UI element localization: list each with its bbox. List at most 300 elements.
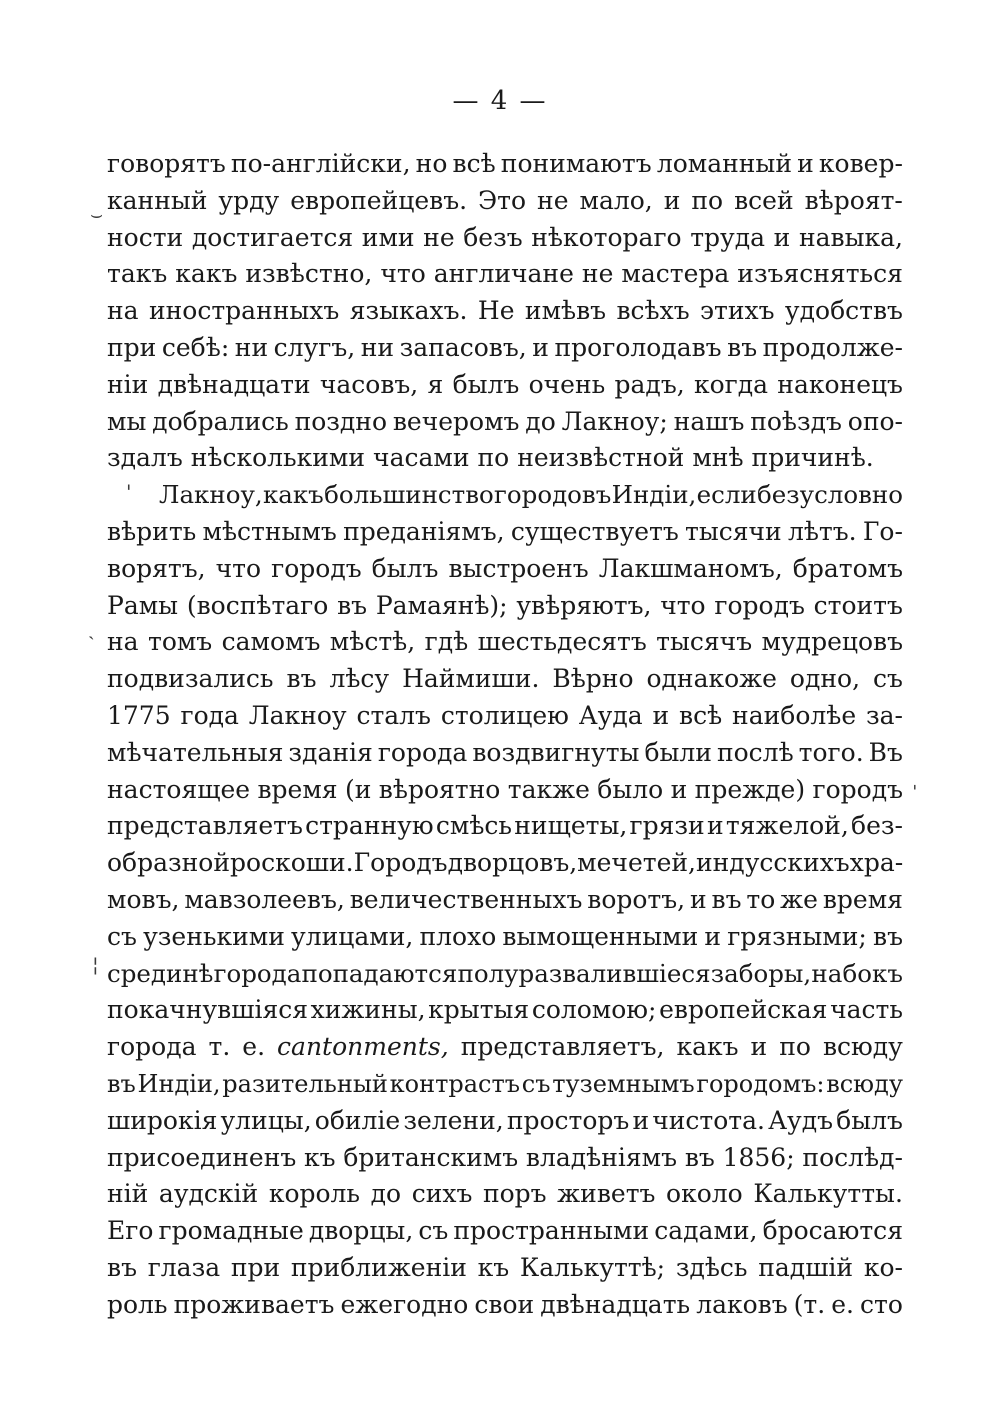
word: былъ bbox=[371, 553, 439, 583]
word: англичане bbox=[433, 259, 574, 289]
word: когда bbox=[693, 369, 769, 399]
word: достигается bbox=[191, 222, 354, 252]
word: нашъ bbox=[673, 406, 745, 436]
word: проживаетъ bbox=[173, 1289, 335, 1319]
word: всѣ bbox=[679, 700, 723, 730]
word: продолже- bbox=[762, 332, 903, 362]
word: съ bbox=[418, 1216, 449, 1246]
word: мало, bbox=[579, 185, 653, 215]
word: навыка, bbox=[798, 222, 903, 252]
word: и bbox=[706, 811, 724, 841]
word: мнѣ bbox=[692, 443, 744, 473]
word: ни bbox=[360, 332, 395, 362]
text-line bbox=[107, 698, 903, 735]
word: около bbox=[666, 1179, 743, 1209]
word: попадаются bbox=[301, 958, 458, 988]
margin-mark: ˎ bbox=[88, 616, 95, 640]
text-line bbox=[107, 1029, 903, 1066]
word: вечеромъ bbox=[392, 406, 520, 436]
text-line bbox=[107, 293, 903, 330]
word: контрастъ bbox=[389, 1069, 521, 1098]
word: и bbox=[532, 332, 549, 362]
word: тысячи bbox=[685, 516, 782, 546]
margin-mark: ˌ bbox=[912, 768, 918, 792]
word: самомъ bbox=[221, 627, 321, 657]
word: аудскій bbox=[158, 1179, 259, 1209]
word: бросаются bbox=[762, 1216, 903, 1246]
word: 1775 bbox=[107, 700, 171, 730]
word: при bbox=[107, 332, 157, 362]
margin-mark: ' bbox=[126, 480, 132, 504]
word: говорятъ bbox=[107, 149, 226, 178]
word: здалъ bbox=[107, 443, 183, 473]
word: часами bbox=[373, 443, 470, 473]
text-line bbox=[107, 1140, 903, 1177]
word: живетъ bbox=[557, 1179, 656, 1209]
word: по bbox=[477, 443, 510, 473]
word: лѣтъ. bbox=[787, 516, 857, 546]
word: индусскихъ bbox=[695, 848, 850, 878]
word: добрались bbox=[152, 406, 289, 436]
word: сто bbox=[860, 1289, 903, 1319]
word: неизвѣстной bbox=[517, 443, 685, 473]
text-line bbox=[107, 256, 903, 293]
text-line bbox=[107, 845, 903, 882]
word: въ bbox=[107, 1069, 136, 1098]
word: европейцевъ. bbox=[290, 185, 468, 215]
word: мѣстѣ, bbox=[329, 627, 416, 657]
word: Это bbox=[478, 185, 527, 215]
word: какъ bbox=[262, 480, 324, 510]
word: былъ bbox=[452, 369, 520, 399]
word: труда bbox=[690, 222, 766, 252]
word: европейская bbox=[659, 995, 828, 1025]
word: смѣсь bbox=[435, 811, 513, 841]
word: и bbox=[690, 884, 707, 914]
text-line bbox=[107, 1287, 903, 1324]
text-line bbox=[107, 661, 903, 698]
word: понимаютъ bbox=[500, 149, 652, 178]
word: т. bbox=[208, 1032, 231, 1062]
word: въ bbox=[337, 590, 368, 620]
word: городомъ: bbox=[696, 1069, 825, 1098]
word: и bbox=[652, 700, 670, 730]
word: и bbox=[750, 1032, 768, 1062]
word: по-англійски, bbox=[230, 149, 411, 178]
text-line bbox=[107, 1103, 903, 1140]
word: слугъ, bbox=[273, 332, 356, 362]
text-line bbox=[107, 624, 903, 661]
word: было bbox=[597, 774, 664, 804]
word: время bbox=[822, 884, 903, 914]
word: присоединенъ bbox=[107, 1142, 297, 1172]
word: удобствъ bbox=[784, 296, 903, 326]
word: Наймиши. bbox=[402, 664, 540, 694]
word: грязными; bbox=[727, 921, 867, 951]
text-line bbox=[107, 514, 903, 551]
word: братомъ bbox=[792, 553, 903, 583]
word: полуразвалившіеся bbox=[457, 958, 711, 988]
word: срединѣ bbox=[107, 958, 214, 988]
word: если bbox=[696, 480, 757, 510]
word: ности bbox=[107, 222, 184, 252]
word: двѣнадцати bbox=[157, 369, 311, 399]
word: Его bbox=[107, 1216, 154, 1246]
word: Индіи, bbox=[137, 1069, 221, 1098]
text-line bbox=[107, 919, 903, 956]
word: вѣрить bbox=[107, 516, 197, 546]
word: странную bbox=[305, 811, 434, 841]
word: въ bbox=[286, 664, 317, 694]
text-line bbox=[107, 551, 903, 588]
word: поръ bbox=[482, 1179, 547, 1209]
word: были bbox=[644, 737, 712, 767]
word: шестьдесятъ bbox=[477, 627, 647, 657]
word: Лакноу, bbox=[159, 480, 263, 510]
word: выстроенъ bbox=[448, 553, 589, 583]
word: ими bbox=[361, 222, 415, 252]
word: ко- bbox=[863, 1252, 903, 1282]
word: въ bbox=[684, 1142, 715, 1172]
word: по bbox=[779, 1032, 811, 1062]
word: ковер- bbox=[818, 149, 903, 178]
word: имѣвъ bbox=[524, 296, 607, 326]
word: воздвигнуты bbox=[472, 737, 640, 767]
word: мудрецовъ bbox=[761, 627, 903, 657]
word: и bbox=[704, 921, 722, 951]
word: послѣд- bbox=[802, 1142, 903, 1172]
word: сихъ bbox=[411, 1179, 473, 1209]
word: Рамаянѣ); bbox=[375, 590, 508, 620]
word: извѣстно, bbox=[245, 259, 373, 289]
word: владѣніямъ bbox=[525, 1142, 678, 1172]
word: поѣздъ bbox=[750, 406, 842, 436]
word: опо- bbox=[847, 406, 903, 436]
word: города bbox=[213, 958, 302, 988]
word: увѣряютъ, bbox=[516, 590, 652, 620]
word: къ bbox=[304, 1142, 336, 1172]
word: урду bbox=[218, 185, 280, 215]
word: изъясняться bbox=[737, 259, 903, 289]
word: городовъ bbox=[494, 480, 612, 510]
word: лаковъ bbox=[696, 1289, 788, 1319]
word: такъ bbox=[107, 259, 168, 289]
word: стоитъ bbox=[813, 590, 903, 620]
word: нѣсколькими bbox=[190, 443, 366, 473]
word: до bbox=[525, 406, 556, 436]
word: очень bbox=[528, 369, 606, 399]
word: города bbox=[377, 737, 468, 767]
word: томъ bbox=[147, 627, 213, 657]
word: нѣкотораго bbox=[531, 222, 682, 252]
word: Аудъ bbox=[768, 1105, 834, 1135]
word: Лакноу bbox=[248, 700, 347, 730]
word: Въ bbox=[868, 737, 903, 767]
word: зелени, bbox=[403, 1105, 504, 1135]
word: прежде) bbox=[694, 774, 806, 804]
word: я bbox=[427, 369, 444, 399]
word: безусловно bbox=[757, 480, 903, 510]
word: въ bbox=[727, 332, 758, 362]
word: ломанный bbox=[656, 149, 792, 178]
word: улицами, bbox=[291, 921, 414, 951]
word: съ bbox=[872, 664, 903, 694]
word: тысячъ bbox=[656, 627, 753, 657]
word: сталъ bbox=[356, 700, 431, 730]
word: на bbox=[107, 627, 139, 657]
word: и bbox=[797, 149, 814, 178]
word: представляетъ bbox=[107, 811, 303, 841]
word: мавзолеевъ, bbox=[184, 884, 345, 914]
word: въ bbox=[873, 921, 903, 951]
text-line bbox=[107, 956, 903, 993]
word: падшій bbox=[758, 1252, 854, 1282]
text-line bbox=[107, 772, 903, 809]
text-line bbox=[107, 735, 903, 772]
text-line bbox=[107, 808, 903, 845]
margin-mark: ¦ bbox=[92, 952, 99, 976]
word: всюду bbox=[822, 1032, 903, 1062]
word: на bbox=[811, 958, 843, 988]
word: одно, bbox=[789, 664, 861, 694]
word: въ bbox=[711, 884, 742, 914]
word: не bbox=[537, 185, 569, 215]
word: туземнымъ bbox=[552, 1069, 695, 1098]
word: иностранныхъ bbox=[148, 296, 340, 326]
word: ній bbox=[107, 1179, 149, 1209]
word: глаза bbox=[147, 1252, 221, 1282]
word: ни bbox=[234, 332, 269, 362]
word: заборы, bbox=[710, 958, 812, 988]
word: этихъ bbox=[700, 296, 775, 326]
word: е. bbox=[831, 1289, 854, 1319]
word: садами, bbox=[654, 1216, 758, 1246]
word: какъ bbox=[676, 1032, 739, 1062]
word: безъ bbox=[463, 222, 523, 252]
word: не bbox=[581, 259, 614, 289]
word: что bbox=[215, 553, 262, 583]
text-line bbox=[107, 1250, 903, 1287]
word: наконецъ bbox=[777, 369, 903, 399]
word: однакоже bbox=[646, 664, 777, 694]
word: не bbox=[423, 222, 455, 252]
word: Го- bbox=[862, 516, 903, 546]
word: громадные bbox=[158, 1216, 304, 1246]
word: былъ bbox=[836, 1105, 903, 1135]
word: е. bbox=[242, 1032, 266, 1062]
word: узенькими bbox=[143, 921, 285, 951]
word: Лакноу; bbox=[561, 406, 668, 436]
word: поздно bbox=[294, 406, 388, 436]
text-line bbox=[107, 588, 903, 625]
word: въ bbox=[107, 1252, 137, 1282]
word: cantonments, bbox=[277, 1032, 449, 1062]
word: преданіямъ, bbox=[343, 516, 505, 546]
word: ворятъ, bbox=[107, 553, 206, 583]
word: Калькуттѣ; bbox=[519, 1252, 666, 1282]
word: представляетъ, bbox=[460, 1032, 665, 1062]
word: но bbox=[415, 149, 448, 178]
word: обиліе bbox=[314, 1105, 401, 1135]
word: здѣсь bbox=[675, 1252, 748, 1282]
word: хижины, bbox=[310, 995, 426, 1025]
word: (воспѣтаго bbox=[186, 590, 329, 620]
word: образной bbox=[107, 848, 231, 878]
word: подвизались bbox=[107, 664, 274, 694]
word: что bbox=[660, 590, 706, 620]
word: какъ bbox=[175, 259, 238, 289]
word: ніи bbox=[107, 369, 149, 399]
word: наиболѣе bbox=[732, 700, 857, 730]
word: всѣхъ bbox=[616, 296, 690, 326]
word: городъ bbox=[714, 590, 805, 620]
text-line bbox=[107, 1213, 903, 1250]
word: послѣ bbox=[716, 737, 794, 767]
text-line bbox=[107, 1066, 903, 1103]
word: всюду bbox=[826, 1069, 903, 1098]
margin-mark: ⌣ bbox=[90, 202, 104, 226]
word: къ bbox=[477, 1252, 510, 1282]
word: существуетъ bbox=[510, 516, 679, 546]
word: что bbox=[380, 259, 426, 289]
word: города bbox=[107, 1032, 197, 1062]
word: крытыя bbox=[428, 995, 530, 1025]
word: дворцы, bbox=[308, 1216, 414, 1246]
word: гдѣ bbox=[424, 627, 469, 657]
word: по bbox=[691, 185, 724, 215]
word: всѣ bbox=[452, 149, 496, 178]
text-line bbox=[107, 477, 903, 514]
word: Городъ bbox=[353, 848, 448, 878]
word: зданія bbox=[288, 737, 373, 767]
word: радъ, bbox=[614, 369, 685, 399]
word: Калькутты. bbox=[753, 1179, 903, 1209]
page-number: — 4 — bbox=[452, 86, 548, 116]
word: мѣчательныя bbox=[107, 737, 284, 767]
word: без- bbox=[851, 811, 903, 841]
word: свои bbox=[474, 1289, 535, 1319]
word: мастера bbox=[621, 259, 730, 289]
word: также bbox=[507, 774, 590, 804]
word: и bbox=[773, 222, 791, 252]
word: на bbox=[107, 296, 139, 326]
word: разительный bbox=[222, 1069, 388, 1098]
text-line bbox=[107, 146, 903, 183]
word: городъ bbox=[812, 774, 903, 804]
word: городъ bbox=[271, 553, 362, 583]
word: же bbox=[780, 884, 818, 914]
word: бокъ bbox=[842, 958, 903, 988]
word: Индіи, bbox=[611, 480, 697, 510]
word: и bbox=[632, 1105, 650, 1135]
text-line bbox=[107, 367, 903, 404]
word: за- bbox=[865, 700, 903, 730]
word: (т. bbox=[793, 1289, 826, 1319]
word: роль bbox=[107, 1289, 168, 1319]
word: вѣроят- bbox=[804, 185, 903, 215]
word: соломою; bbox=[531, 995, 657, 1025]
text-line bbox=[107, 882, 903, 919]
word: грязи bbox=[629, 811, 705, 841]
word: ежегодно bbox=[340, 1289, 469, 1319]
word: часть bbox=[830, 995, 903, 1025]
word: воротъ, bbox=[587, 884, 686, 914]
word: мѣстнымъ bbox=[202, 516, 337, 546]
word: того. bbox=[798, 737, 864, 767]
word: 1856; bbox=[722, 1142, 795, 1172]
word: большинство bbox=[324, 480, 494, 510]
word: языкахъ. bbox=[349, 296, 468, 326]
word: запасовъ, bbox=[399, 332, 527, 362]
word: часовъ, bbox=[319, 369, 419, 399]
word: плохо bbox=[419, 921, 497, 951]
word: приближеніи bbox=[290, 1252, 467, 1282]
word: Ауда bbox=[578, 700, 643, 730]
word: нищеты, bbox=[514, 811, 628, 841]
word: двѣнадцать bbox=[540, 1289, 691, 1319]
word: себѣ: bbox=[161, 332, 230, 362]
word: и bbox=[670, 774, 688, 804]
word: вѣроятно bbox=[378, 774, 501, 804]
word: всей bbox=[734, 185, 794, 215]
word: столицею bbox=[440, 700, 569, 730]
text-line bbox=[107, 1176, 903, 1213]
word: время bbox=[257, 774, 338, 804]
word: до bbox=[370, 1179, 402, 1209]
word: просторъ bbox=[506, 1105, 630, 1135]
word: роскоши. bbox=[230, 848, 354, 878]
word: Лакшманомъ, bbox=[598, 553, 783, 583]
word: дворцовъ, bbox=[447, 848, 578, 878]
body-text bbox=[107, 146, 903, 1324]
word: вымощенными bbox=[502, 921, 699, 951]
word: съ bbox=[107, 921, 137, 951]
word: (и bbox=[344, 774, 372, 804]
word: лѣсу bbox=[329, 664, 390, 694]
word: мечетей, bbox=[577, 848, 696, 878]
word: чистота. bbox=[652, 1105, 765, 1135]
word: при bbox=[230, 1252, 281, 1282]
word: покачнувшіяся bbox=[107, 995, 309, 1025]
word: съ bbox=[521, 1069, 551, 1098]
word: мы bbox=[107, 406, 147, 436]
word: настоящее bbox=[107, 774, 251, 804]
word: Рамы bbox=[107, 590, 179, 620]
text-line bbox=[107, 440, 903, 477]
word: британскимъ bbox=[343, 1142, 519, 1172]
word: король bbox=[268, 1179, 361, 1209]
text-line bbox=[107, 404, 903, 441]
text-line bbox=[107, 220, 903, 257]
word: пространными bbox=[453, 1216, 650, 1246]
text-line bbox=[107, 992, 903, 1029]
word: хра- bbox=[849, 848, 904, 878]
word: проголодавъ bbox=[554, 332, 722, 362]
word: канный bbox=[107, 185, 208, 215]
word: и bbox=[663, 185, 681, 215]
word: величественныхъ bbox=[349, 884, 583, 914]
word: широкія bbox=[107, 1105, 218, 1135]
word: Не bbox=[477, 296, 515, 326]
word: причинѣ. bbox=[751, 443, 874, 473]
word: Вѣрно bbox=[552, 664, 634, 694]
word: улицы, bbox=[220, 1105, 312, 1135]
text-line bbox=[107, 330, 903, 367]
word: мовъ, bbox=[107, 884, 180, 914]
text-line bbox=[107, 183, 903, 220]
word: года bbox=[180, 700, 239, 730]
word: тяжелой, bbox=[725, 811, 849, 841]
